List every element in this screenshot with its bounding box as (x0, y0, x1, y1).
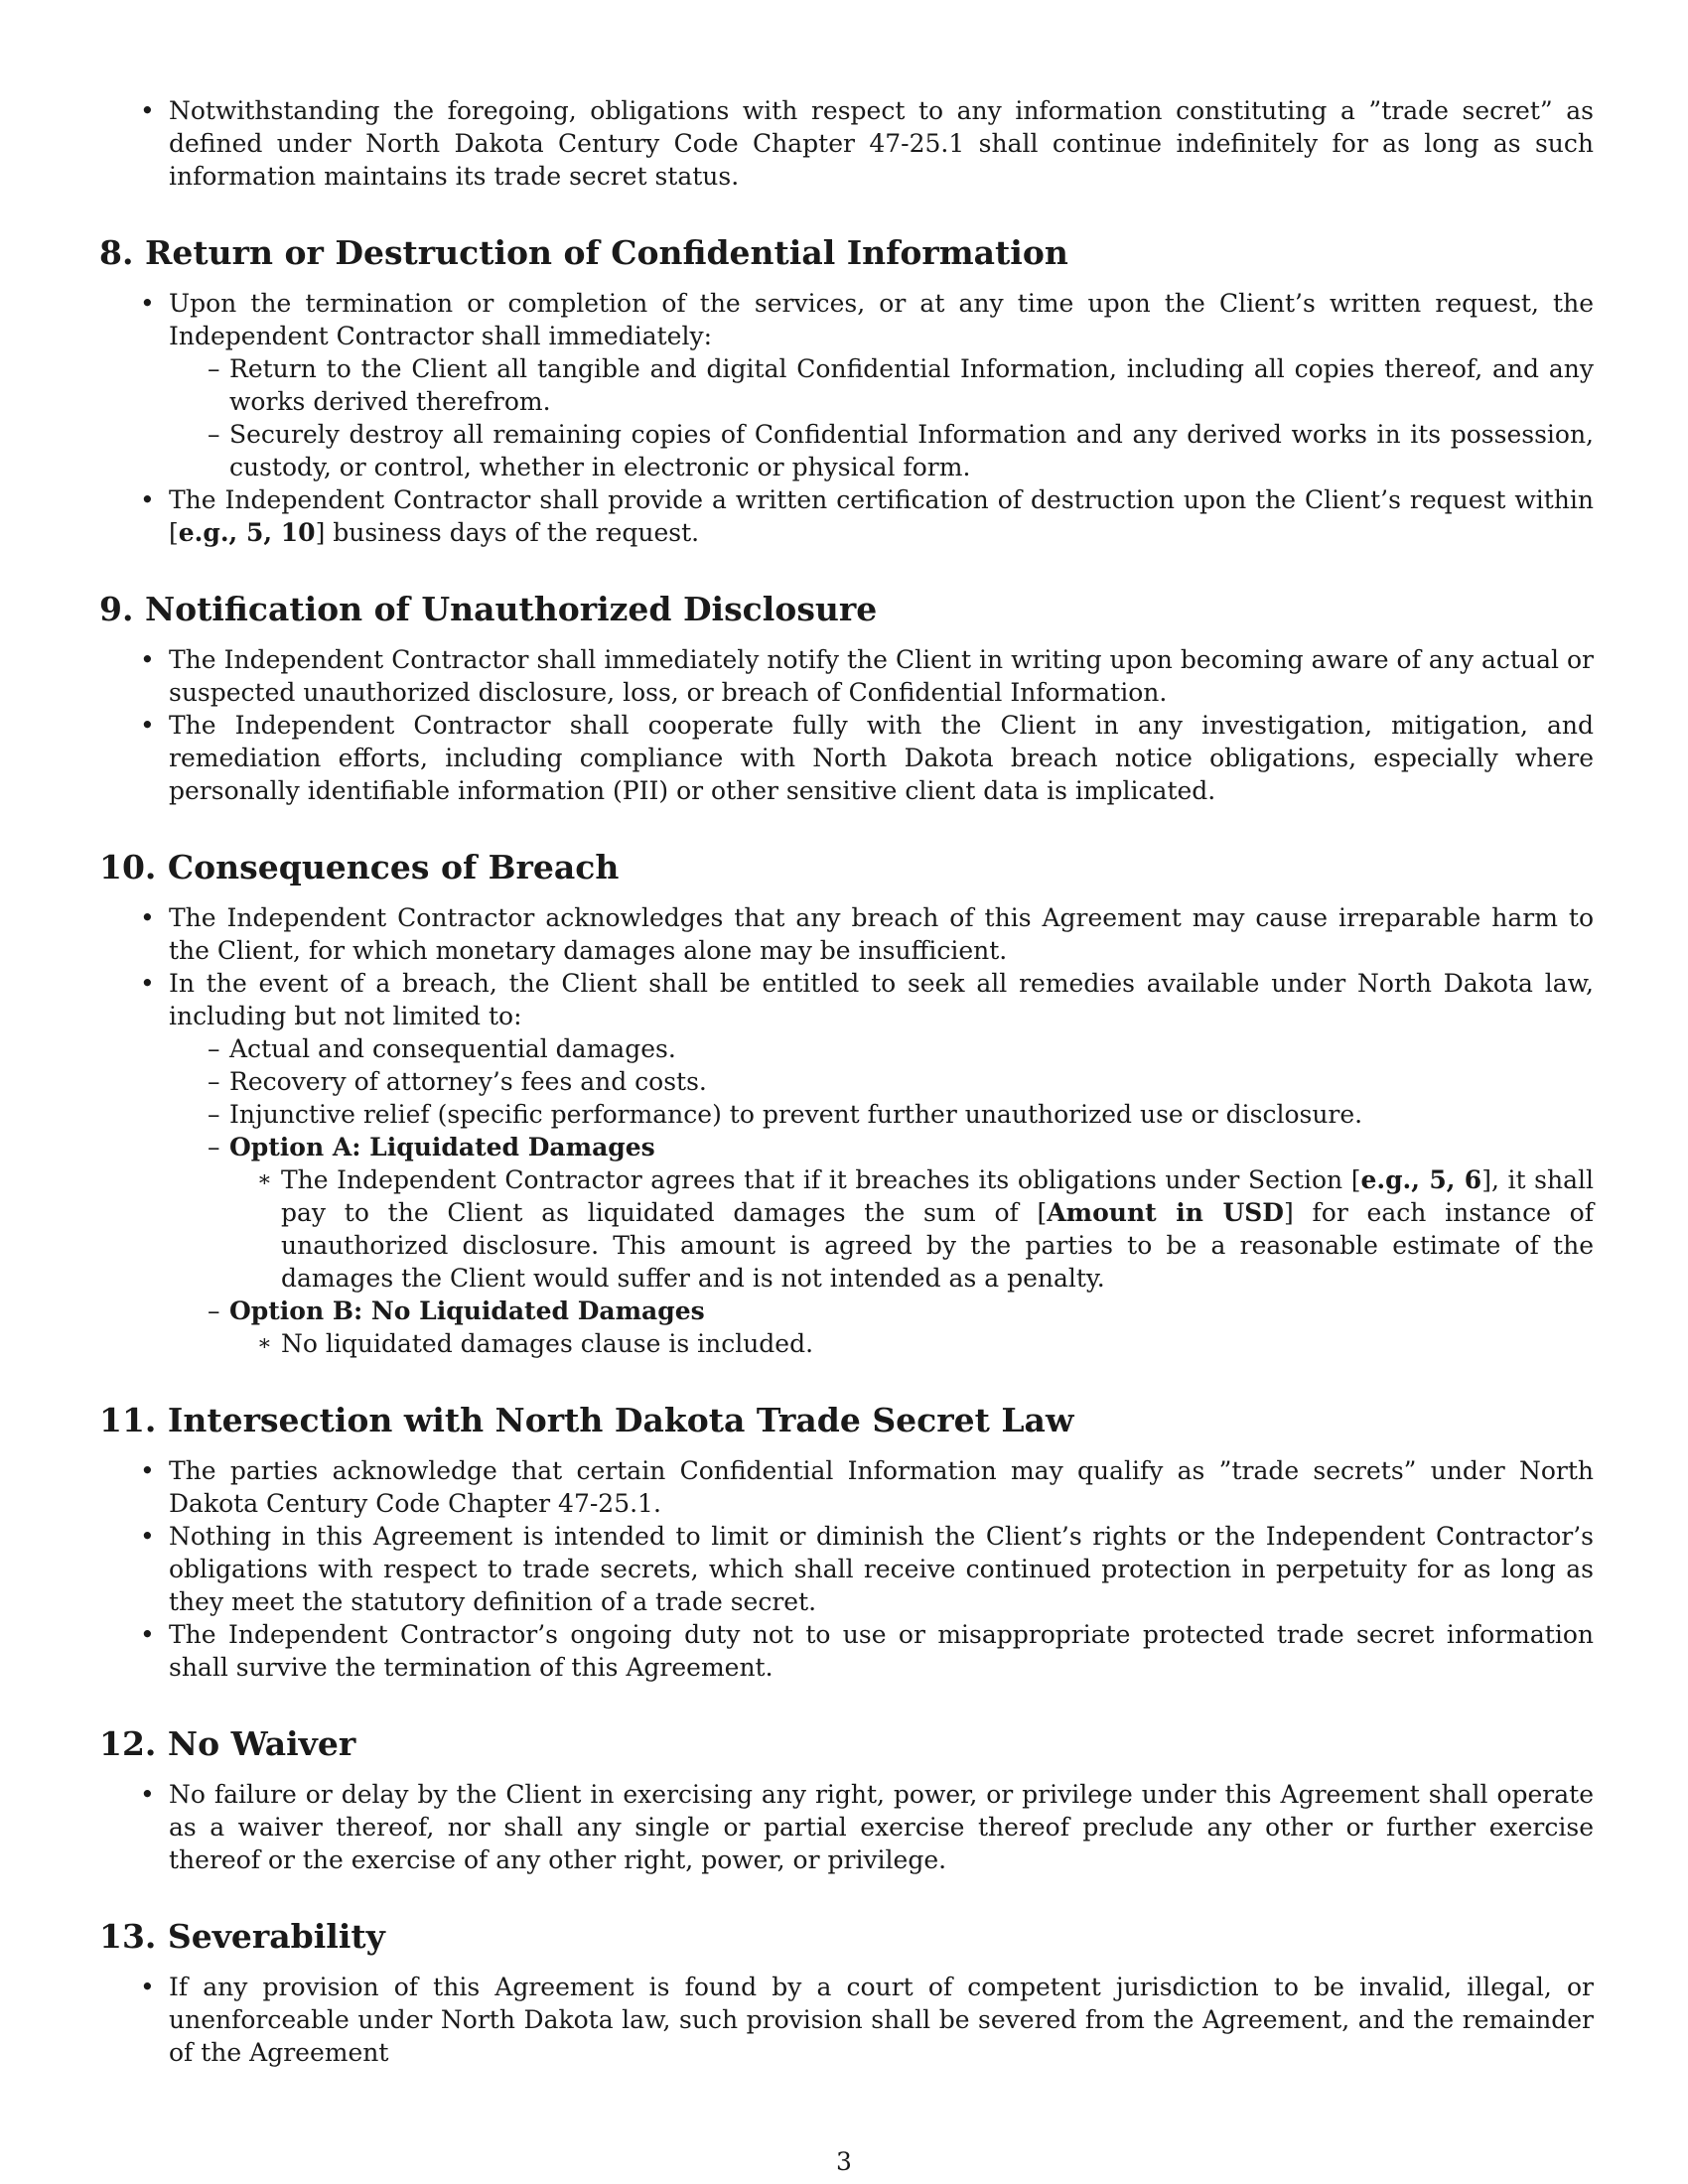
section-8-list (99, 287, 1594, 549)
sublist-item: – Return to the Client all tangible and digital Confidential Information, including all copies thereof, and any works derived therefrom. (169, 352, 1594, 418)
list-item: • If any provision of this Agreement is found by a court of competent jurisdiction to be invalid, illegal, or unenforceable under North Dakota law, such provision shall be severed from the Agreement, and the remainder of the Agreement (99, 1971, 1594, 2069)
section-12 (99, 1724, 1594, 1876)
subsublist-item (229, 1163, 1594, 1295)
sublist-item: – Injunctive relief (specific performance) to prevent further unauthorized use or disclosure. (169, 1098, 1594, 1131)
page-number: 3 (836, 2147, 852, 2176)
section-8 (99, 233, 1594, 549)
section-heading: 10. Consequences of Breach (99, 848, 620, 887)
list-item: • The Independent Contractor shall immediately notify the Client in writing upon becoming aware of any actual or suspected unauthorized disclosure, loss, or breach of Confidential Information. (99, 643, 1594, 709)
list-item (99, 287, 1594, 483)
section-10 (99, 848, 1594, 1360)
section-heading: 8. Return or Destruction of Confidential Information (99, 233, 1068, 272)
section-13 (99, 1917, 1594, 2069)
section-11-list (99, 1454, 1594, 1684)
list-item: • The Independent Contractor’s ongoing duty not to use or misappropriate protected trade secret information shall survive the termination of this Agreement. (99, 1618, 1594, 1684)
placeholder-bold: e.g., 5, 10 (178, 518, 316, 547)
subsublist (229, 1327, 1594, 1360)
section-9 (99, 590, 1594, 807)
section-heading: 11. Intersection with North Dakota Trade Secret Law (99, 1401, 1074, 1439)
sublist-item: – Actual and consequential damages. (169, 1032, 1594, 1065)
list-item: • The Independent Contractor shall cooperate fully with the Client in any investigation, mitigation, and remediation efforts, including compliance with North Dakota breach notice obligations, especially where personally identifiable information (PII) or other sensitive client data is implicated. (99, 709, 1594, 807)
section-heading: 13. Severability (99, 1917, 385, 1956)
section-11 (99, 1401, 1594, 1684)
text-span: The Independent Contractor shall provide a written certification of destruction upon the Client’s request within [ (169, 485, 1594, 547)
text-span: ], it shall pay to the Client as liquidated damages the sum of [ (281, 1165, 1594, 1227)
sublist (169, 1032, 1594, 1360)
list-item-text: In the event of a breach, the Client shall be entitled to seek all remedies available under North Dakota law, including but not limited to: (169, 969, 1594, 1030)
placeholder-bold: e.g., 5, 6 (1360, 1165, 1482, 1194)
document-page (99, 94, 1594, 2069)
list-item: • No failure or delay by the Client in exercising any right, power, or privilege under this Agreement shall operate as a waiver thereof, nor shall any single or partial exercise thereof preclude any other or further exercise thereof or the exercise of any other right, power, or privilege. (99, 1778, 1594, 1876)
sublist-item: – Recovery of attorney’s fees and costs. (169, 1065, 1594, 1098)
subsublist (229, 1163, 1594, 1295)
section-12-list (99, 1778, 1594, 1876)
sublist-item (169, 1131, 1594, 1295)
list-item: • Nothing in this Agreement is intended to limit or diminish the Client’s rights or the Independent Contractor’s obligations with respect to trade secrets, which shall receive continued protection in perpetuity for as long as they meet the statutory definition of a trade secret. (99, 1520, 1594, 1618)
text-span: ] for each instance of unauthorized disclosure. This amount is agreed by the parties to be a reasonable estimate of the damages the Client would suffer and is not intended as a penalty. (281, 1198, 1594, 1293)
section-9-list (99, 643, 1594, 807)
placeholder-bold: Amount in USD (1047, 1198, 1284, 1227)
list-item: • The parties acknowledge that certain Confidential Information may qualify as ”trade secrets” under North Dakota Century Code Chapter 47-25.1. (99, 1454, 1594, 1520)
sublist-item: – Securely destroy all remaining copies of Confidential Information and any derived works in its possession, custody, or control, whether in electronic or physical form. (169, 418, 1594, 483)
text-span: The Independent Contractor agrees that if it breaches its obligations under Section [ (281, 1165, 1361, 1194)
option-a-title: Option A: Liquidated Damages (229, 1133, 655, 1161)
sublist (169, 352, 1594, 483)
list-item (99, 483, 1594, 549)
intro-list (99, 94, 1594, 193)
option-b-title: Option B: No Liquidated Damages (229, 1297, 705, 1325)
section-heading: 12. No Waiver (99, 1724, 356, 1763)
section-heading: 9. Notification of Unauthorized Disclosure (99, 590, 878, 628)
list-item: • Notwithstanding the foregoing, obligations with respect to any information constituting a ”trade secret” as defined under North Dakota Century Code Chapter 47-25.1 shall continue indefinitely for as long as such information maintains its trade secret status. (99, 94, 1594, 193)
section-10-list (99, 901, 1594, 1360)
section-13-list (99, 1971, 1594, 2069)
subsublist-item: ∗ No liquidated damages clause is included. (229, 1327, 1594, 1360)
list-item (99, 967, 1594, 1360)
list-item: • The Independent Contractor acknowledges that any breach of this Agreement may cause irreparable harm to the Client, for which monetary damages alone may be insufficient. (99, 901, 1594, 967)
sublist-item (169, 1295, 1594, 1360)
text-span: ] business days of the request. (315, 518, 700, 547)
list-item-text: Upon the termination or completion of the services, or at any time upon the Client’s written request, the Independent Contractor shall immediately: (169, 289, 1594, 350)
